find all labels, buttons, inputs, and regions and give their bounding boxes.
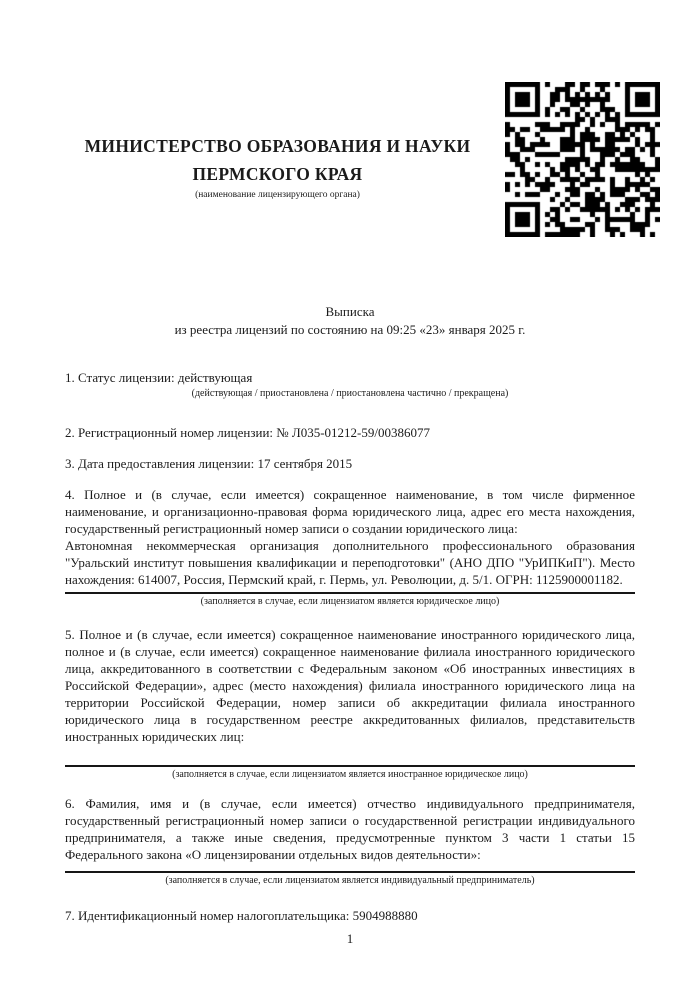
item-individual-entrepreneur-note: (заполняется в случае, если лицензиатом является индивидуальный предприниматель) <box>165 875 535 886</box>
item-license-status: 1. Статус лицензии: действующая <box>65 370 253 385</box>
item-legal-entity-value: Автономная некоммерческая организация дополнительного профессионального образования "Уральский институт повышения квалификации и переподготовки" (АНО ДПО "УрИПКиП"). Место нахождения: 614007, Россия, Пермский край, г. Пермь, ул. Революции, д. 5/1. ОГРН: 1125900001182. <box>65 538 635 587</box>
qr-code <box>505 82 660 237</box>
page-number: 1 <box>346 931 354 946</box>
item-individual-entrepreneur-block <box>65 795 635 888</box>
fill-in-line-foreign-entity <box>65 765 635 767</box>
item-foreign-entity-label: 5. Полное и (в случае, если имеется) сокращенное наименование иностранного юридического лица, полное и (в случае, если имеется) сокращенное наименование филиала иностранного юридического лица, аккредитованного в соответствии с Федеральным законом «Об иностранных инвестициях в Российской Федерации», адрес (место нахождения) филиала иностранного юридического лица на территории Российской Федерации, номер записи об аккредитации филиала иностранного юридического лица в государственном реестре аккредитованных филиалов, представительств иностранных юридических лиц: <box>65 627 635 744</box>
fill-in-line-legal-entity <box>65 592 635 594</box>
ministry-name-line1: МИНИСТЕРСТВО ОБРАЗОВАНИЯ И НАУКИ <box>84 136 471 156</box>
document-title <box>65 303 635 339</box>
item-individual-entrepreneur-label: 6. Фамилия, имя и (в случае, если имеется) отчество индивидуального предпринимателя, государственный регистрационный номер записи о государственной регистрации индивидуального предпринимателя, а также иные сведения, предусмотренные пунктом 3 части 1 статьи 15 Федерального закона «О лицензировании отдельных видов деятельности»: <box>65 796 635 862</box>
item-legal-entity-block <box>65 486 635 609</box>
ministry-name-line2: ПЕРМСКОГО КРАЯ <box>192 164 363 184</box>
document-title-line1: Выписка <box>325 304 375 319</box>
item-legal-entity-note: (заполняется в случае, если лицензиатом является юридическое лицо) <box>200 596 500 607</box>
ministry-caption: (наименование лицензирующего органа) <box>195 190 360 200</box>
item-license-grant-date: 3. Дата предоставления лицензии: 17 сентября 2015 <box>65 456 353 471</box>
item-taxpayer-id: 7. Идентификационный номер налогоплательщика: 5904988880 <box>65 908 418 923</box>
document-title-line2: из реестра лицензий по состоянию на 09:25 «23» января 2025 г. <box>174 322 526 337</box>
item-license-status-note: (действующая / приостановлена / приостановлена частично / прекращена) <box>191 388 509 399</box>
item-foreign-entity-block <box>65 626 635 782</box>
fill-in-line-individual-entrepreneur <box>65 871 635 873</box>
item-foreign-entity-note: (заполняется в случае, если лицензиатом является иностранное юридическое лицо) <box>172 769 528 780</box>
item-legal-entity-label: 4. Полное и (в случае, если имеется) сокращенное наименование, в том числе фирменное наименование, и организационно-правовая форма юридического лица, адрес его места нахождения, государственный регистрационный номер записи о создании юридического лица: <box>65 487 635 536</box>
item-registration-number: 2. Регистрационный номер лицензии: № Л035-01212-59/00386077 <box>65 425 431 440</box>
licensing-authority-header <box>65 132 490 202</box>
